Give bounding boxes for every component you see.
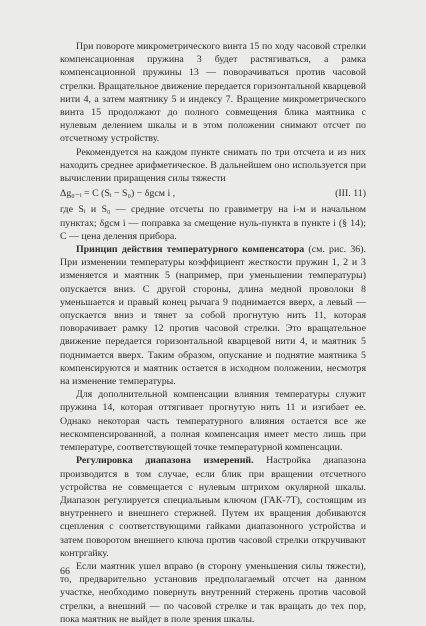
paragraph-additional-compensation: Для дополнительной компенсации влияния температуры служит пружина 14, которая оттягивает прогнутую нить 11 и изгибает ее. Однако некоторая часть температурного влияния остается все же нескомпенсированной, а полная компенсация имеет место лишь при температуре, соответствующей точке температурной компенсации.	[60, 389, 366, 454]
body-text	[60, 40, 366, 626]
paragraph-2: Рекомендуется на каждом пункте снимать по три отсчета и из них находить среднее арифметическое. В дальнейшем оно используется при вычислении приращения силы тяжести	[60, 146, 366, 185]
paragraph-1: При повороте микрометрического винта 15 по ходу часовой стрелки компенсационная пружина 3 будет растягиваться, а рамка компенсационной пружины 13 — поворачиваться против часовой стрелки. Вращательное движение передается горизонтальной кварцевой нити 4, а затем маятнику 5 и индексу 7. Вращение микрометрического винта 15 продолжают до полного совмещения блика маятника с нулевым делением шкалы и в этом положении снимают отсчет по отсчетному устройству.	[60, 41, 366, 145]
section-heading-range: Регулировка диапазона измерений.	[76, 455, 254, 467]
equation-formula: Δg₀₋ᵢ = C (Sᵢ − S₀) − δgсм i ,	[60, 188, 176, 200]
paragraph-pendulum-right: Если маятник ушел вправо (в сторону уменьшения силы тяжести), то, предварительно установив предполагаемый отсчет на данном участке, необходимо повернуть внутренний стержень против часовой стрелки, а внешний — по часовой стрелке и так вращать до тех пор, пока маятник не выйдет в поле зрения шкалы.	[60, 560, 366, 625]
section-heading-temperature: Принцип действия температурного компенсатора	[76, 244, 305, 256]
page-number: 66	[60, 566, 70, 577]
equation-legend: где Sᵢ и S₀ — средние отсчеты по гравиметру на i-м и начальном пунктах; δgсм i — поправка за смещение нуль-пункта в пункте i (§ 14); C — цена деления прибора.	[60, 204, 366, 242]
equation-line	[60, 187, 366, 200]
equation-number: (III. 11)	[335, 188, 366, 200]
paragraph-range-adjustment	[60, 454, 366, 560]
paragraph-temperature-text: (см. рис. 36). При изменении температуры коэффициент жесткости пружин 1, 2 и 3 изменяется и маятник 5 (например, при уменьшении температуры) опускается вниз. С другой стороны, длина медной проволоки 8 уменьшается и правый конец рычага 9 поднимается вверх, а левый — опускается вниз и тянет за собой прогнутую нить 11, которая поворачивает рамку 12 против часовой стрелки. Это вращательное движение передается горизонтальной кварцевой нити 4, и маятник 5 поднимается вверх. Таким образом, опускание и поднятие маятника 5 компенсируются и маятник остается в исходном положении, несмотря на изменение температуры.	[60, 244, 366, 388]
paragraph-range-text: Настройка диапазона производится в том случае, если блик при вращении отсчетного устройства не совмещается с нулевым штрихом окулярной шкалы. Диапазон регулируется специальным ключом (ГАК-7Т), состоящим из внутреннего и внешнего стержней. Путем их вращения добиваются сцепления с соответствующими гайками диапазонного устройства и затем поворотом внешнего ключа против часовой стрелки откручивают контргайку.	[60, 455, 366, 559]
paragraph-temperature-compensator	[60, 243, 366, 388]
